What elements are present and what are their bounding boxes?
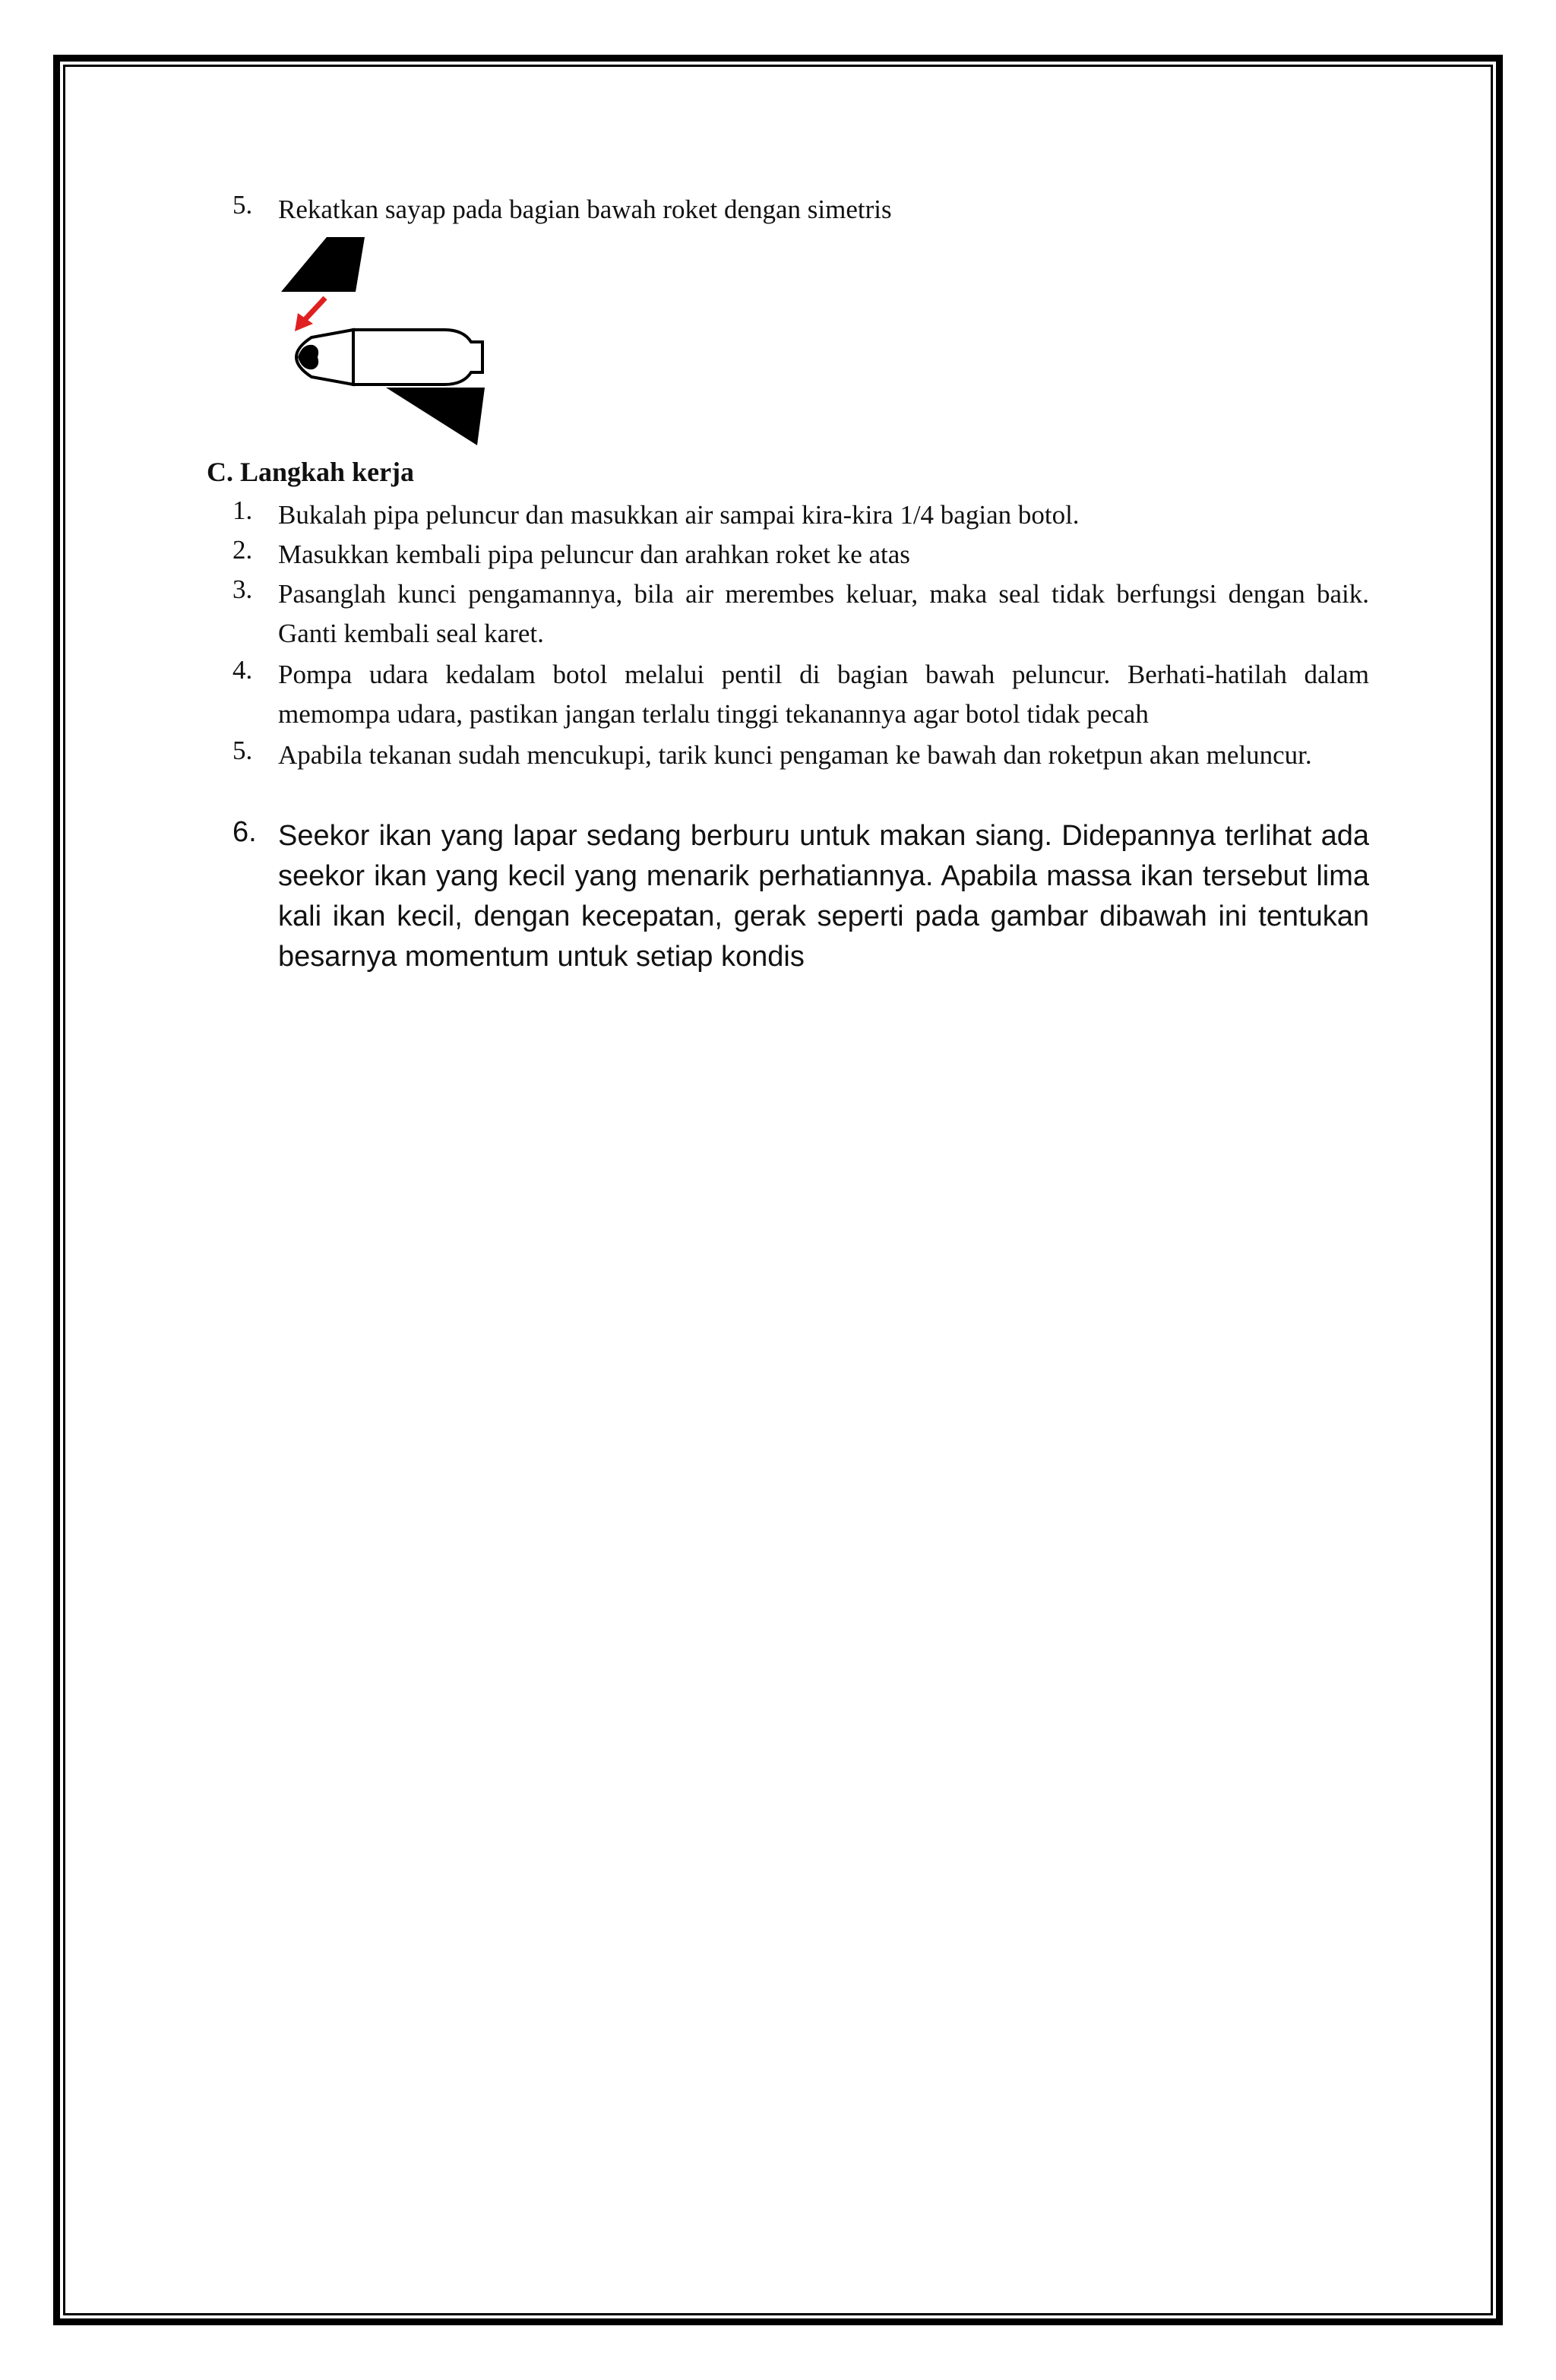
list-number: 4.: [232, 655, 253, 685]
list-number: 5.: [232, 190, 253, 220]
list-text: Masukkan kembali pipa peluncur dan arahkan roket ke atas: [278, 540, 910, 569]
list-text: Bukalah pipa peluncur dan masukkan air sampai kira-kira 1/4 bagian botol.: [278, 500, 1080, 530]
list-text: Pasanglah kunci pengamannya, bila air merembes keluar, maka seal tidak berfungsi dengan baik. Ganti kembali seal karet.: [278, 579, 1369, 648]
list-number: 2.: [232, 535, 253, 565]
list-number: 1.: [232, 495, 253, 525]
section-heading: C. Langkah kerja: [207, 457, 415, 487]
list-number: 3.: [232, 574, 253, 604]
list-text: Apabila tekanan sudah mencukupi, tarik kunci pengaman ke bawah dan roketpun akan meluncur.: [278, 740, 1312, 770]
list-text: Pompa udara kedalam botol melalui pentil di bagian bawah peluncur. Berhati-hatilah dalam memompa udara, pastikan jangan terlalu tinggi tekanannya agar botol tidak pecah: [278, 660, 1369, 729]
list-number: 5.: [232, 736, 253, 765]
bottle-rocket-wing-icon: [281, 237, 509, 448]
list-number: 6.: [232, 816, 257, 848]
list-text: Seekor ikan yang lapar sedang berburu untuk makan siang. Didepannya terlihat ada seekor ikan yang kecil yang menarik perhatiannya. Apabila massa ikan tersebut lima kali ikan kecil, dengan kecepatan, gerak seperti pada gambar dibawah ini tentukan besarnya momentum untuk setiap kondis: [278, 820, 1369, 973]
list-text: Rekatkan sayap pada bagian bawah roket dengan simetris: [278, 195, 892, 224]
page-border-inner: [63, 65, 1493, 2315]
